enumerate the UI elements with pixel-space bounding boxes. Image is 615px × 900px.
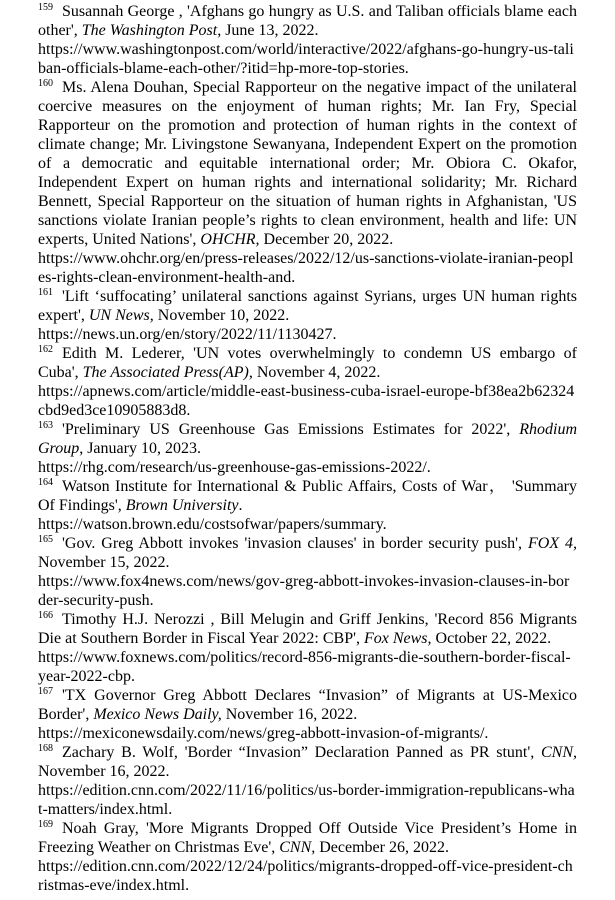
footnote-number: 160 bbox=[38, 77, 53, 89]
footnote-url[interactable]: https://www.washingtonpost.com/world/interactive/2022/afghans-go-hungry-us-taliban-officials-blame-each-other/?itid=hp-more-top-stories. bbox=[38, 41, 574, 77]
footnote-number: 165 bbox=[38, 533, 53, 545]
footnote-160 bbox=[38, 78, 577, 287]
source-name: CNN, bbox=[279, 839, 316, 856]
source-name: Fox News, bbox=[363, 630, 432, 647]
citation-text: November 16, 2022. bbox=[221, 706, 358, 723]
footnote-number: 164 bbox=[38, 476, 53, 488]
citation-text: Ms. Alena Douhan, Special Rapporteur on the negative impact of the unilateral coercive measures on the enjoyment of human rights; Mr. Ian Fry, Special Rapporteur on the promotion and protection of human rights in the context of climate change; Mr. Livingstone Sewanyana, Independent Expert on the promotion of a democratic and equitable international order; Mr. Obiora C. Okafor, Independent Expert on human rights and international solidarity; Mr. Richard Bennett, Special Rapporteur on the situation of human rights in Afghanistan, 'US sanctions violate Iranian people’s rights to clean environment, health and life: UN experts, United Nations', bbox=[38, 79, 577, 248]
footnote-164 bbox=[38, 477, 577, 534]
footnotes-list bbox=[38, 2, 577, 895]
citation-text: 'TX Governor Greg Abbott Declares “Invasion” of Migrants at US-Mexico Border', bbox=[38, 687, 577, 723]
citation-text: 'Lift ‘suffocating’ unilateral sanctions against Syrians, urges UN human rights expert', bbox=[38, 288, 577, 324]
footnote-url[interactable]: https://www.fox4news.com/news/gov-greg-abbott-invokes-invasion-clauses-in-border-security-push. bbox=[38, 573, 570, 609]
source-name: UN News, bbox=[88, 307, 154, 324]
citation-text: . bbox=[238, 497, 243, 514]
citation-text: , January 10, 2023. bbox=[79, 440, 201, 457]
footnote-165 bbox=[38, 534, 577, 610]
source-name: Brown University bbox=[125, 497, 239, 514]
citation-text: November 16, 2022. bbox=[38, 763, 170, 780]
citation-text: Susannah George , 'Afghans go hungry as U.S. and Taliban officials blame each other', bbox=[38, 3, 577, 39]
footnote-163 bbox=[38, 420, 577, 477]
footnote-url[interactable]: https://news.un.org/en/story/2022/11/1130427. bbox=[38, 326, 337, 343]
footnote-167 bbox=[38, 686, 577, 743]
footnote-url[interactable]: https://mexiconewsdaily.com/news/greg-abbott-invasion-of-migrants/. bbox=[38, 725, 489, 742]
footnote-url[interactable]: https://rhg.com/research/us-greenhouse-gas-emissions-2022/. bbox=[38, 459, 431, 476]
citation-text: November 15, 2022. bbox=[38, 554, 170, 571]
footnote-url[interactable]: https://edition.cnn.com/2022/12/24/politics/migrants-dropped-off-vice-president-christmas-eve/index.html. bbox=[38, 858, 573, 894]
citation-text: 'Preliminary US Greenhouse Gas Emissions Estimates for 2022', bbox=[62, 421, 520, 438]
citation-text: Watson Institute for International & Public Affairs, Costs of War， 'Summary Of Findings', bbox=[38, 478, 577, 514]
footnote-url[interactable]: https://apnews.com/article/middle-east-business-cuba-israel-europe-bf38ea2b62324cbd9ed3ce10905883d8. bbox=[38, 383, 575, 419]
footnote-168 bbox=[38, 743, 577, 819]
footnote-url[interactable]: https://www.foxnews.com/politics/record-856-migrants-die-southern-border-fiscal-year-2022-cbp. bbox=[38, 649, 571, 685]
footnote-number: 168 bbox=[38, 742, 53, 754]
source-name: Rhodium Group bbox=[38, 421, 577, 457]
source-name: OHCHR, bbox=[200, 231, 260, 248]
footnote-159 bbox=[38, 2, 577, 78]
footnote-number: 163 bbox=[38, 419, 53, 431]
source-name: Mexico News Daily, bbox=[93, 706, 222, 723]
source-name: CNN, bbox=[540, 744, 577, 761]
citation-text: Edith M. Lederer, 'UN votes overwhelmingly to condemn US embargo of Cuba', bbox=[38, 345, 577, 381]
citation-text: November 10, 2022. bbox=[153, 307, 290, 324]
citation-text: December 20, 2022. bbox=[259, 231, 394, 248]
source-name: FOX 4, bbox=[527, 535, 577, 552]
citation-text: Zachary B. Wolf, 'Border “Invasion” Declaration Panned as PR stunt', bbox=[62, 744, 541, 761]
footnote-number: 167 bbox=[38, 685, 53, 697]
footnote-162 bbox=[38, 344, 577, 420]
citation-text: 'Gov. Greg Abbott invokes 'invasion clauses' in border security push', bbox=[62, 535, 528, 552]
source-name: The Associated Press(AP) bbox=[82, 364, 249, 381]
footnote-number: 169 bbox=[38, 818, 53, 830]
footnote-161 bbox=[38, 287, 577, 344]
footnote-number: 159 bbox=[38, 1, 53, 13]
citation-text: October 22, 2022. bbox=[431, 630, 552, 647]
footnote-169 bbox=[38, 819, 577, 895]
citation-text: Noah Gray, 'More Migrants Dropped Off Outside Vice President’s Home in Freezing Weather on Christmas Eve', bbox=[38, 820, 577, 856]
footnote-number: 166 bbox=[38, 609, 53, 621]
citation-text: December 26, 2022. bbox=[315, 839, 449, 856]
source-name: The Washington Post, bbox=[81, 22, 222, 39]
citation-text: June 13, 2022. bbox=[221, 22, 319, 39]
footnote-number: 162 bbox=[38, 343, 53, 355]
citation-text: , November 4, 2022. bbox=[248, 364, 381, 381]
citation-text: Timothy H.J. Nerozzi , Bill Melugin and Griff Jenkins, 'Record 856 Migrants Die at Southern Border in Fiscal Year 2022: CBP', bbox=[38, 611, 577, 647]
footnote-166 bbox=[38, 610, 577, 686]
footnote-number: 161 bbox=[38, 286, 53, 298]
footnote-url[interactable]: https://www.ohchr.org/en/press-releases/2022/12/us-sanctions-violate-iranian-peoples-rights-clean-environment-health-and. bbox=[38, 250, 574, 286]
footnote-url[interactable]: https://edition.cnn.com/2022/11/16/politics/us-border-immigration-republicans-what-matters/index.html. bbox=[38, 782, 575, 818]
footnote-url[interactable]: https://watson.brown.edu/costsofwar/papers/summary. bbox=[38, 516, 387, 533]
